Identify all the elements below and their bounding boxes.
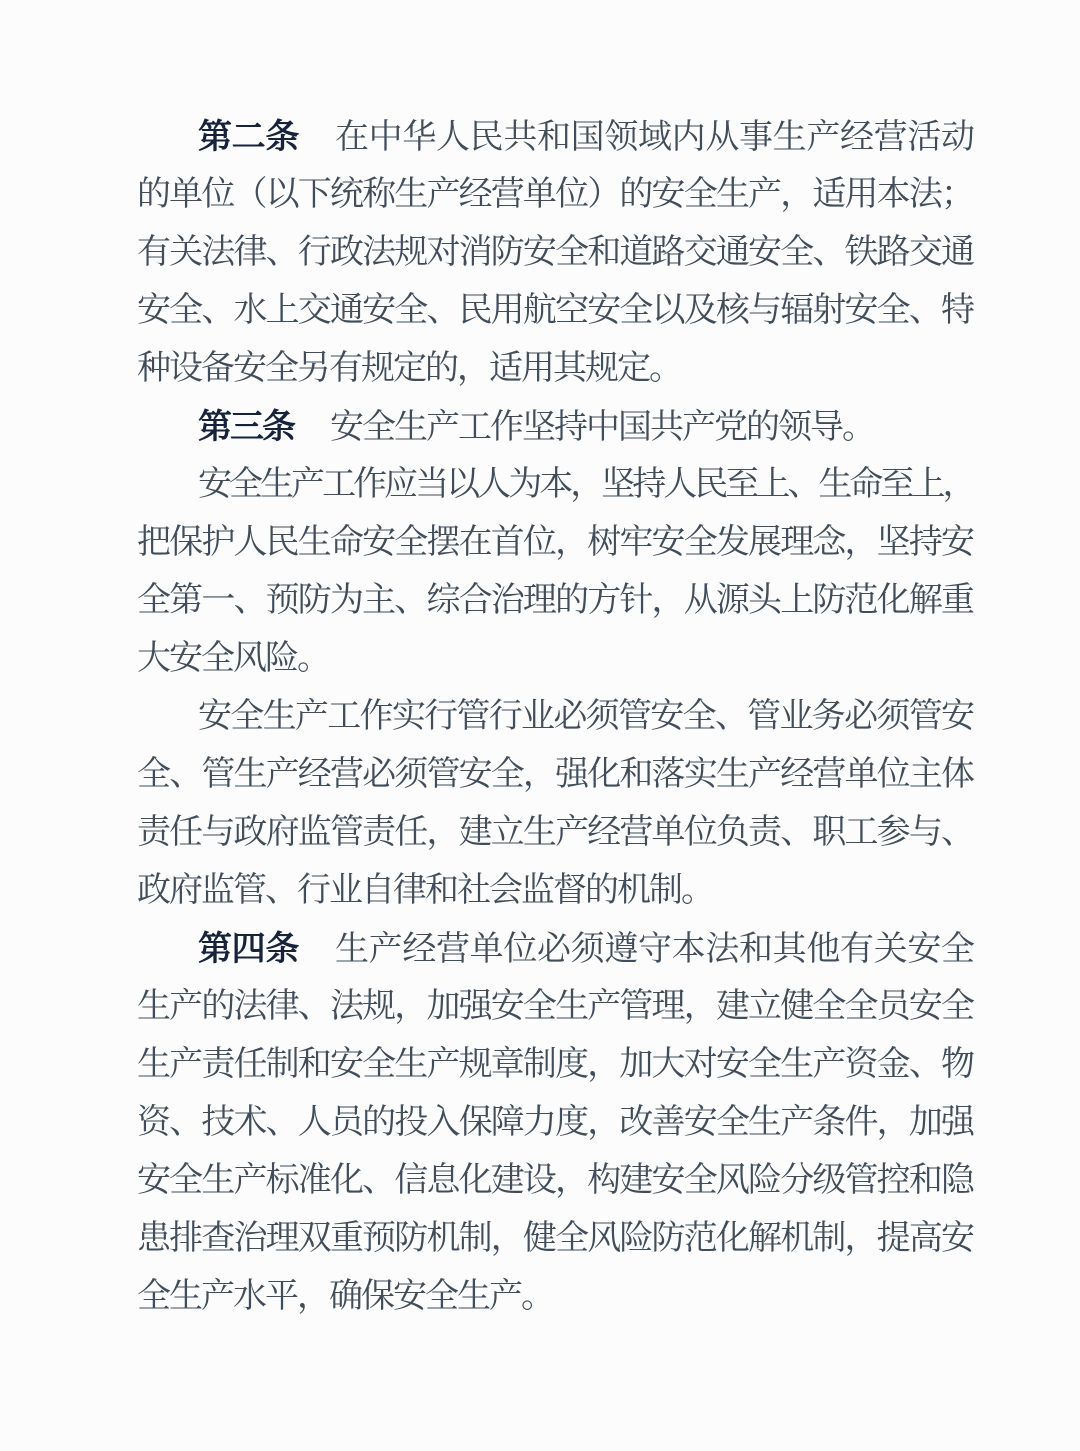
line-text: 安全、水上交通安全、民用航空安全以及核与辐射安全、特: [137, 292, 973, 329]
line-text: 的单位（以下统称生产经营单位）的安全生产，适用本法；: [137, 176, 973, 213]
paragraph-people-first: [137, 456, 973, 688]
paragraph-article-2: [137, 108, 973, 398]
line-text: 安全生产工作应当以人为本，坚持人民至上、生命至上，: [198, 466, 973, 503]
text-line: [137, 804, 973, 862]
line-text: 种设备安全另有规定的，适用其规定。: [137, 350, 681, 387]
line-text: 全生产水平，确保安全生产。: [137, 1278, 553, 1315]
text-line: [137, 862, 973, 920]
text-line: [137, 398, 973, 456]
line-text: 全第一、预防为主、综合治理的方针，从源头上防范化解重: [137, 582, 973, 619]
text-line: [137, 1094, 973, 1152]
text-line: [137, 1036, 973, 1094]
line-text: 生产经营单位必须遵守本法和其他有关安全: [335, 931, 973, 968]
line-text: 资、技术、人员的投入保障力度，改善安全生产条件，加强: [137, 1104, 973, 1141]
line-text: 大安全风险。: [137, 640, 329, 677]
article-3-label: 第三条: [198, 408, 294, 446]
text-line: [137, 456, 973, 514]
paragraph-article-3: [137, 398, 973, 456]
line-text: 安全生产标准化、信息化建设，构建安全风险分级管控和隐: [137, 1162, 973, 1199]
article-2-label: 第二条: [198, 118, 299, 156]
text-line: [137, 340, 973, 398]
line-text: 有关法律、行政法规对消防安全和道路交通安全、铁路交通: [137, 234, 973, 271]
line-text: 把保护人民生命安全摆在首位，树牢安全发展理念，坚持安: [137, 524, 973, 561]
text-line: [137, 688, 973, 746]
line-text: 政府监管、行业自律和社会监督的机制。: [137, 872, 713, 909]
article-4-label: 第四条: [198, 930, 299, 968]
text-line: [137, 166, 973, 224]
paragraph-responsibility-mechanism: [137, 688, 973, 920]
line-text: 生产责任制和安全生产规章制度，加大对安全生产资金、物: [137, 1046, 973, 1083]
text-line: [137, 746, 973, 804]
text-line: [137, 108, 973, 166]
line-text: 责任与政府监管责任，建立生产经营单位负责、职工参与、: [137, 814, 973, 851]
text-line: [137, 282, 973, 340]
line-text: 生产的法律、法规，加强安全生产管理，建立健全全员安全: [137, 988, 973, 1025]
line-text: 安全生产工作实行管行业必须管安全、管业务必须管安: [198, 698, 973, 735]
line-text: 在中华人民共和国领域内从事生产经营活动: [335, 119, 973, 156]
line-text: 患排查治理双重预防机制，健全风险防范化解机制，提高安: [137, 1220, 973, 1257]
paragraph-article-4: [137, 920, 973, 1326]
text-line: [137, 1210, 973, 1268]
text-line: [137, 514, 973, 572]
text-line: [137, 920, 973, 978]
text-line: [137, 572, 973, 630]
text-line: [137, 978, 973, 1036]
line-text: 安全生产工作坚持中国共产党的领导。: [330, 409, 874, 446]
line-text: 全、管生产经营必须管安全，强化和落实生产经营单位主体: [137, 756, 973, 793]
text-line: [137, 1268, 973, 1326]
text-line: [137, 1152, 973, 1210]
text-line: [137, 224, 973, 282]
text-line: [137, 630, 973, 688]
